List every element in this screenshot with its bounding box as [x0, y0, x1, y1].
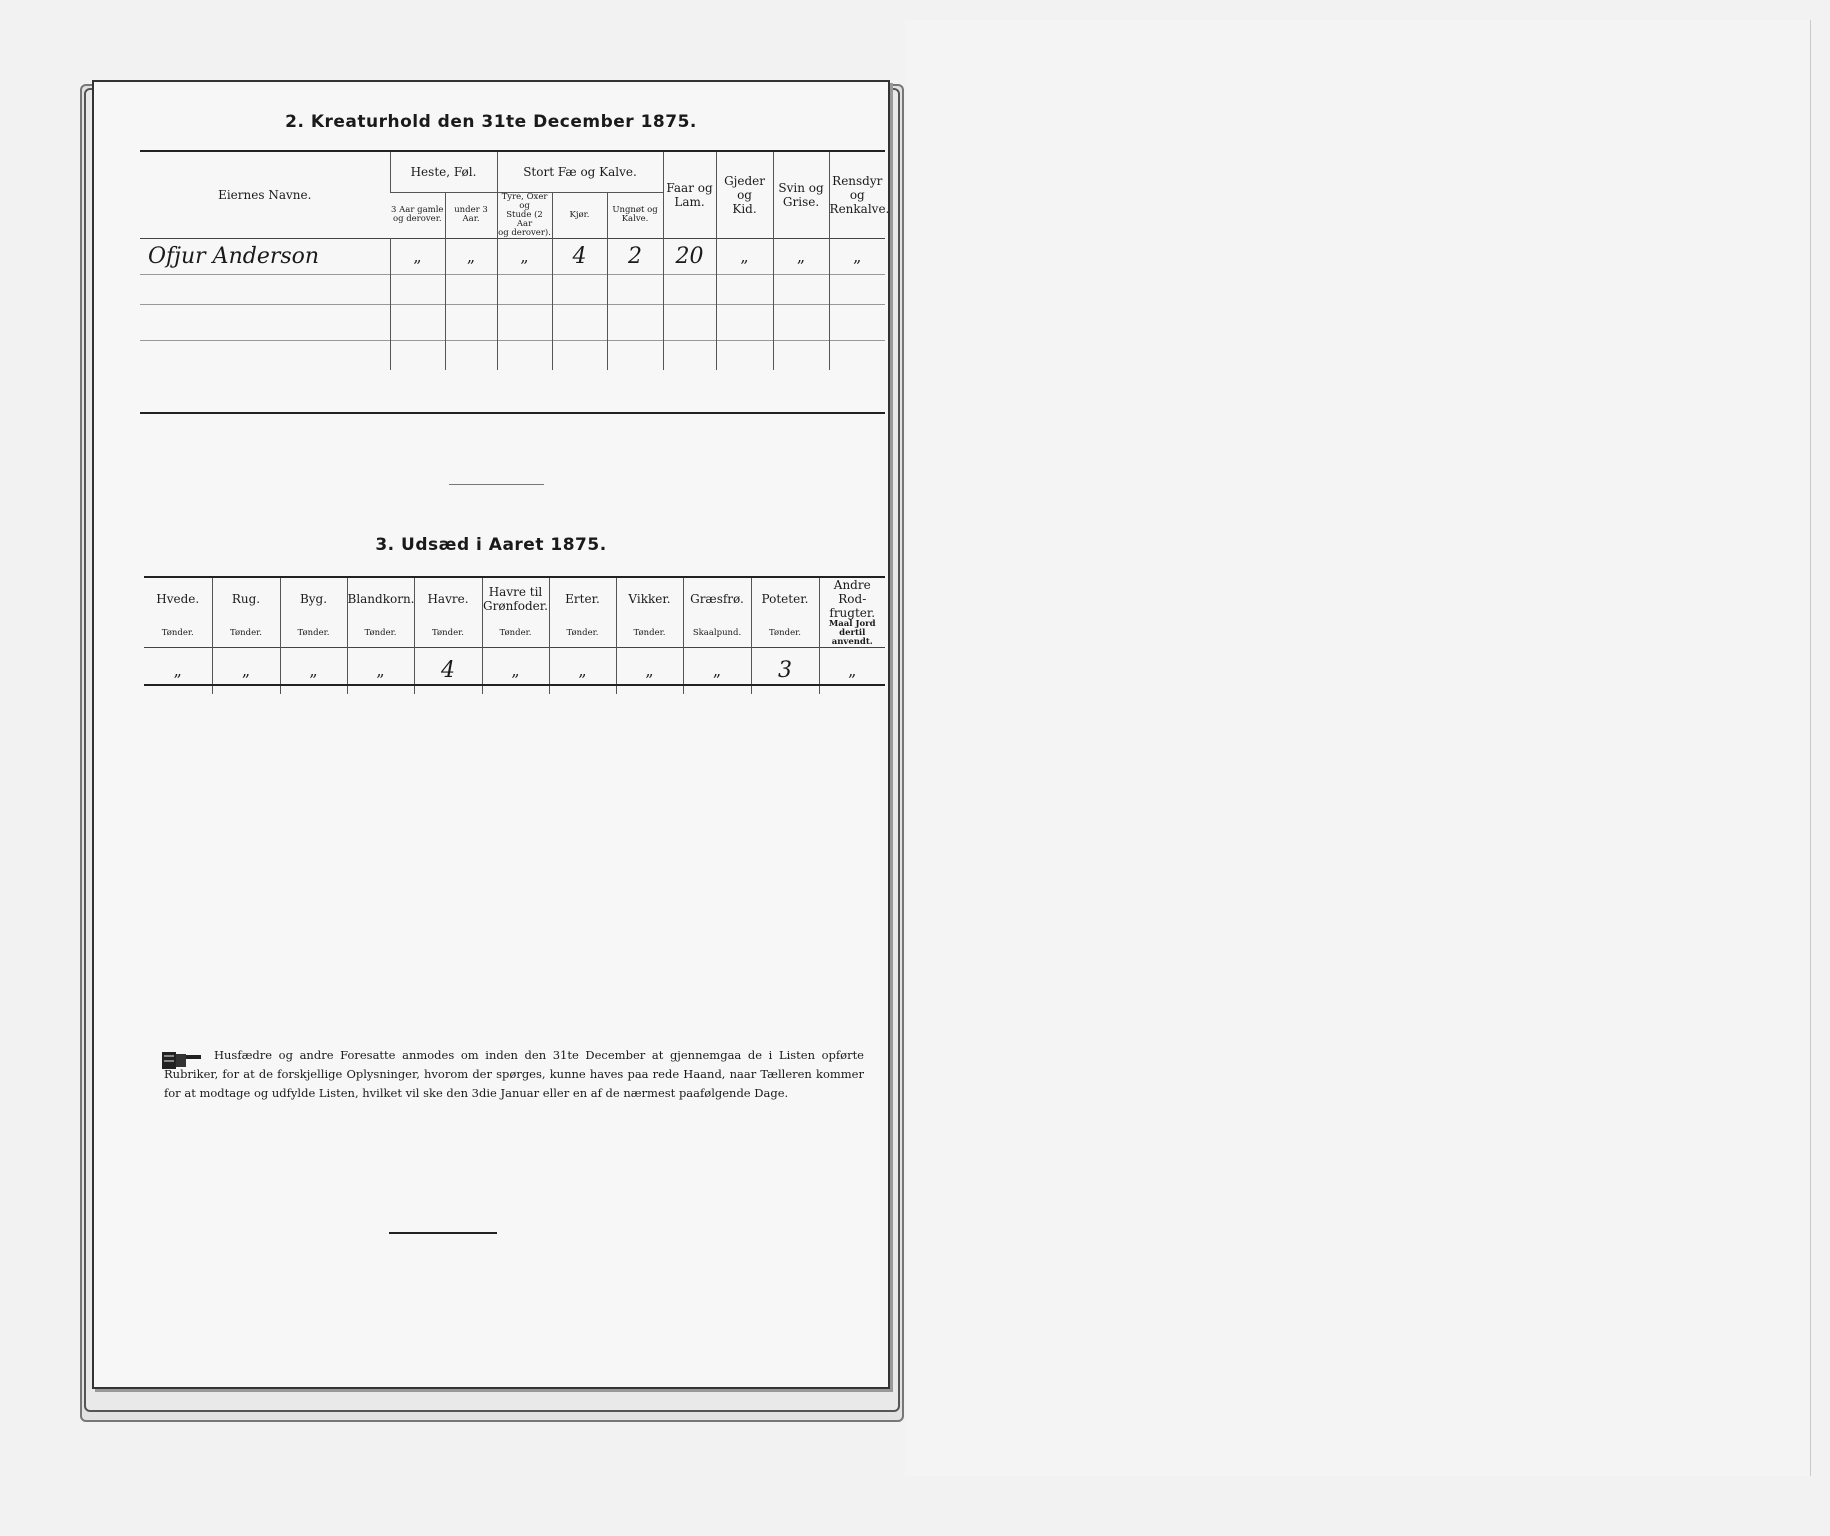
- col-vetch: Vikker.: [616, 578, 683, 620]
- col-group-cattle: Stort Fæ og Kalve.: [497, 152, 663, 192]
- table-row: [144, 648, 885, 694]
- cell: 4: [552, 238, 607, 274]
- unit-label: Skaalpund.: [683, 620, 751, 648]
- table-row: [140, 304, 885, 340]
- col-horses-under3: under 3 Aar.: [445, 192, 497, 238]
- cell: „: [347, 648, 414, 694]
- cell: „: [280, 648, 347, 694]
- table-row: [140, 274, 885, 304]
- col-young-cattle: Ungnøt og Kalve.: [607, 192, 663, 238]
- col-barley: Byg.: [280, 578, 347, 620]
- table-row: [140, 340, 885, 370]
- unit-label: Tønder.: [616, 620, 683, 648]
- col-grass-seed: Græsfrø.: [683, 578, 751, 620]
- unit-label: Tønder.: [212, 620, 280, 648]
- unit-label: Tønder.: [347, 620, 414, 648]
- cell: „: [829, 238, 885, 274]
- livestock-bottom-rule: [140, 412, 885, 414]
- section-3-title: 3. Udsæd i Aaret 1875.: [375, 535, 607, 555]
- section-2-title: 2. Kreaturhold den 31te December 1875.: [285, 112, 697, 132]
- cell: „: [716, 238, 773, 274]
- col-oats: Havre.: [414, 578, 482, 620]
- sowing-bottom-rule: [144, 684, 885, 686]
- unit-label: Tønder.: [482, 620, 549, 648]
- blank-facing-page: [905, 20, 1811, 1476]
- col-mixed-grain: Blandkorn.: [347, 578, 414, 620]
- cell: „: [445, 238, 497, 274]
- col-group-horses: Heste, Føl.: [390, 152, 497, 192]
- col-cows: Kjør.: [552, 192, 607, 238]
- unit-label: Tønder.: [414, 620, 482, 648]
- cell: „: [616, 648, 683, 694]
- col-potatoes: Poteter.: [751, 578, 819, 620]
- cell: 20: [663, 238, 716, 274]
- col-goats: Gjeder og Kid.: [716, 152, 773, 238]
- col-horses-3plus: 3 Aar gamle og derover.: [391, 205, 444, 224]
- col-sheep: Faar og Lam.: [663, 152, 716, 238]
- cell: „: [773, 238, 829, 274]
- livestock-table: [140, 152, 890, 370]
- col-wheat: Hvede.: [156, 592, 200, 606]
- table-row: [140, 238, 885, 274]
- cell: „: [497, 238, 552, 274]
- unit-label: Tønder.: [751, 620, 819, 648]
- col-reindeer: Rensdyr og Renkalve.: [829, 152, 885, 238]
- closing-rule: [389, 1232, 497, 1234]
- col-owner-name: Eiernes Navne.: [218, 187, 312, 202]
- cell: „: [390, 238, 445, 274]
- cell: „: [482, 648, 549, 694]
- col-green-fodder-oats: Havre til Grønfoder.: [482, 578, 549, 620]
- col-bulls: Tyre, Oxer og Stude (2 Aar og derover).: [498, 191, 551, 238]
- col-peas: Erter.: [549, 578, 616, 620]
- col-pigs: Svin og Grise.: [773, 152, 829, 238]
- cell: 3: [751, 648, 819, 694]
- instruction-note: Husfædre og andre Foresatte anmodes om inden den 31te December at gjennemgaa de i Listen opførte Rubriker, for at de forskjellige Oplysninger, hvorom der spørges, kunne haves paa rede Haand, naar Tælleren kommer for at modtage og udfylde Listen, hvilket vil ske den 3die Januar eller en af de nærmest paafølgende Dage.: [164, 1048, 864, 1100]
- unit-label: Tønder.: [280, 620, 347, 648]
- cell: 2: [607, 238, 663, 274]
- sowing-table: [144, 578, 885, 694]
- separator-line: [449, 484, 544, 485]
- census-page: [92, 80, 890, 1389]
- col-rye: Rug.: [212, 578, 280, 620]
- cell: „: [683, 648, 751, 694]
- owner-name-cell: Ofjur Anderson: [148, 243, 320, 269]
- unit-label: Maal Jord dertil anvendt.: [819, 620, 885, 648]
- cell: „: [549, 648, 616, 694]
- cell: „: [819, 648, 885, 694]
- cell: 4: [414, 648, 482, 694]
- cell: „: [173, 661, 182, 681]
- cell: „: [212, 648, 280, 694]
- unit-label: Tønder.: [549, 620, 616, 648]
- col-other-roots: Andre Rod- frugter.: [819, 578, 885, 620]
- unit-label: Tønder.: [161, 628, 194, 638]
